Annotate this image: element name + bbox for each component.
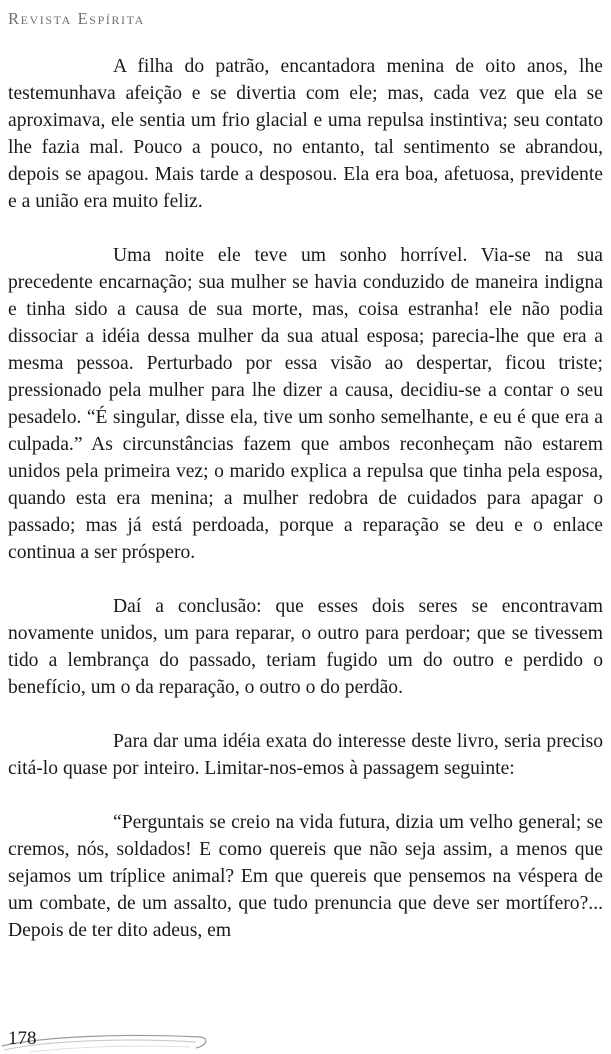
page-footer xyxy=(0,1026,611,1054)
page-body xyxy=(8,53,603,944)
paragraph-4: Para dar uma idéia exata do interesse deste livro, seria preciso citá-lo quase por inteiro. Limitar-nos-emos à passagem seguinte: xyxy=(8,731,603,779)
running-header: Revista Espírita xyxy=(8,9,145,28)
paragraph-1: A filha do patrão, encantadora menina de oito anos, lhe testemunhava afeição e se divertia com ele; mas, cada vez que ela se aproximava, ele sentia um frio glacial e uma repulsa instintiva; seu contato lhe fazia mal. Pouco a pouco, no entanto, tal sentimento se abrandou, depois se apagou. Mais tarde a desposou. Ela era boa, afetuosa, previdente e a união era muito feliz. xyxy=(8,56,603,212)
paragraph-5: “Perguntais se creio na vida futura, dizia um velho general; se cremos, nós, soldados! E como quereis que não seja assim, a menos que sejamos um tríplice animal? Em que quereis que pensemos na véspera de um combate, de um assalto, que tudo prenuncia que deve ser mortífero?... Depois de ter dito adeus, em xyxy=(8,812,603,941)
page-number: 178 xyxy=(8,1028,37,1049)
paragraph-3: Daí a conclusão: que esses dois seres se encontravam novamente unidos, um para reparar, o outro para perdoar; que se tivessem tido a lembrança do passado, teriam fugido um do outro e perdido o benefício, um o da reparação, o outro o do perdão. xyxy=(8,596,603,698)
paragraph-2: Uma noite ele teve um sonho horrível. Via-se na sua precedente encarnação; sua mulher se havia conduzido de maneira indigna e tinha sido a causa de sua morte, mas, coisa estranha! ele não podia dissociar a idéia dessa mulher da sua atual esposa; parecia-lhe que era a mesma pessoa. Perturbado por essa visão ao despertar, ficou triste; pressionado pela mulher para lhe dizer a causa, decidiu-se a contar o seu pesadelo. “É singular, disse ela, tive um sonho semelhante, e eu é que era a culpada.” As circunstâncias fazem que ambos reconheçam não estarem unidos pela primeira vez; o marido explica a repulsa que tinha pela esposa, quando esta era menina; a mulher redobra de cuidados para apagar o passado; mas já está perdoada, porque a reparação se deu e o enlace continua a ser próspero. xyxy=(8,245,603,563)
